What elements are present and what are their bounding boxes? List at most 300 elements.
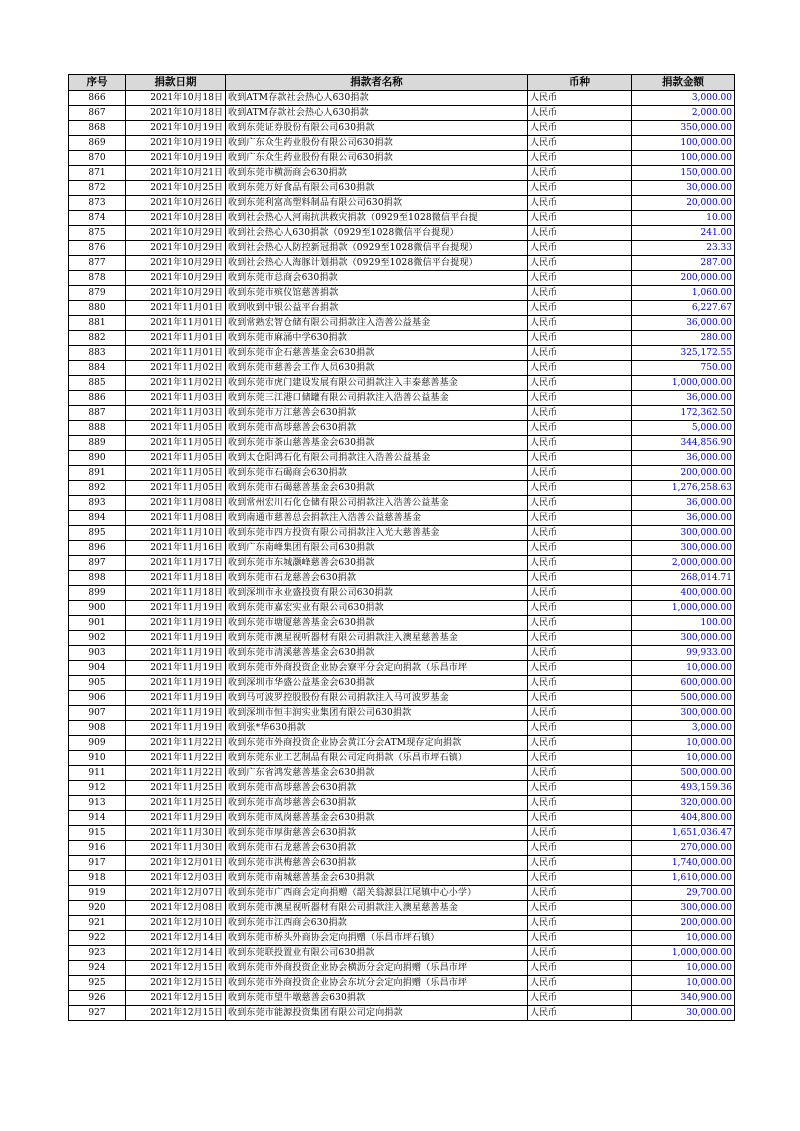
table-row	[69, 181, 735, 196]
cell-date: 2021年11月22日	[126, 766, 226, 781]
cell-donor-name: 收到深圳市华盛公益基金会630捐款	[226, 676, 528, 691]
cell-amount: 10,000.00	[632, 961, 735, 976]
cell-donor-name: 收到南通市慈善总会捐款注入浩善公益慈善基金	[226, 511, 528, 526]
cell-currency: 人民币	[528, 136, 632, 151]
table-row	[69, 421, 735, 436]
cell-no: 919	[69, 886, 126, 901]
cell-amount: 3,000.00	[632, 721, 735, 736]
cell-donor-name: 收到东莞市望牛墩慈善会630捐款	[226, 991, 528, 1006]
cell-no: 915	[69, 826, 126, 841]
cell-no: 888	[69, 421, 126, 436]
cell-donor-name: 收到广东众生药业股份有限公司630捐款	[226, 136, 528, 151]
cell-no: 912	[69, 781, 126, 796]
cell-amount: 200,000.00	[632, 916, 735, 931]
table-row	[69, 481, 735, 496]
cell-donor-name: 收到东莞市总商会630捐款	[226, 271, 528, 286]
cell-donor-name: 收到东莞市横沥商会630捐款	[226, 166, 528, 181]
cell-no: 908	[69, 721, 126, 736]
cell-date: 2021年11月01日	[126, 331, 226, 346]
cell-amount: 36,000.00	[632, 391, 735, 406]
table-row	[69, 376, 735, 391]
table-header	[69, 75, 735, 91]
cell-amount: 1,000,000.00	[632, 946, 735, 961]
cell-currency: 人民币	[528, 436, 632, 451]
cell-donor-name: 收到东莞市麻涌中学630捐款	[226, 331, 528, 346]
cell-amount: 10,000.00	[632, 931, 735, 946]
cell-amount: 36,000.00	[632, 316, 735, 331]
cell-amount: 36,000.00	[632, 496, 735, 511]
cell-donor-name: 收到东莞市高埗慈善会630捐款	[226, 796, 528, 811]
cell-currency: 人民币	[528, 526, 632, 541]
cell-donor-name: 收到社会热心人防控新冠捐款（0929至1028微信平台提现）	[226, 241, 528, 256]
table-row	[69, 826, 735, 841]
cell-no: 894	[69, 511, 126, 526]
table-row	[69, 316, 735, 331]
cell-no: 890	[69, 451, 126, 466]
cell-no: 893	[69, 496, 126, 511]
table-row	[69, 466, 735, 481]
cell-currency: 人民币	[528, 991, 632, 1006]
cell-currency: 人民币	[528, 181, 632, 196]
cell-no: 902	[69, 631, 126, 646]
cell-donor-name: 收到ATM存款社会热心人630捐款	[226, 91, 528, 106]
cell-no: 883	[69, 346, 126, 361]
cell-currency: 人民币	[528, 511, 632, 526]
table-row	[69, 541, 735, 556]
cell-no: 901	[69, 616, 126, 631]
cell-no: 909	[69, 736, 126, 751]
cell-donor-name: 收到东莞市石龙慈善会630捐款	[226, 841, 528, 856]
cell-no: 897	[69, 556, 126, 571]
cell-no: 889	[69, 436, 126, 451]
cell-amount: 300,000.00	[632, 541, 735, 556]
table-row	[69, 796, 735, 811]
cell-date: 2021年10月28日	[126, 211, 226, 226]
cell-date: 2021年10月18日	[126, 91, 226, 106]
cell-date: 2021年10月18日	[126, 106, 226, 121]
cell-donor-name: 收到东莞市南城慈善基金会630捐款	[226, 871, 528, 886]
cell-currency: 人民币	[528, 376, 632, 391]
cell-no: 896	[69, 541, 126, 556]
cell-no: 925	[69, 976, 126, 991]
cell-currency: 人民币	[528, 121, 632, 136]
cell-currency: 人民币	[528, 286, 632, 301]
cell-no: 868	[69, 121, 126, 136]
cell-no: 882	[69, 331, 126, 346]
cell-currency: 人民币	[528, 496, 632, 511]
cell-amount: 300,000.00	[632, 631, 735, 646]
cell-date: 2021年11月22日	[126, 736, 226, 751]
cell-currency: 人民币	[528, 976, 632, 991]
cell-amount: 36,000.00	[632, 511, 735, 526]
cell-no: 881	[69, 316, 126, 331]
cell-amount: 400,000.00	[632, 586, 735, 601]
cell-donor-name: 收到东莞万好食品有限公司630捐款	[226, 181, 528, 196]
cell-amount: 268,014.71	[632, 571, 735, 586]
cell-date: 2021年10月29日	[126, 241, 226, 256]
cell-currency: 人民币	[528, 841, 632, 856]
cell-no: 866	[69, 91, 126, 106]
cell-currency: 人民币	[528, 466, 632, 481]
cell-amount: 30,000.00	[632, 181, 735, 196]
cell-amount: 200,000.00	[632, 466, 735, 481]
cell-no: 924	[69, 961, 126, 976]
cell-donor-name: 收到社会热心人630捐款（0929至1028微信平台提现）	[226, 226, 528, 241]
cell-no: 869	[69, 136, 126, 151]
cell-currency: 人民币	[528, 421, 632, 436]
cell-currency: 人民币	[528, 391, 632, 406]
cell-donor-name: 收到社会热心人河南抗洪救灾捐款（0929至1028微信平台提	[226, 211, 528, 226]
cell-currency: 人民币	[528, 481, 632, 496]
cell-date: 2021年11月18日	[126, 571, 226, 586]
cell-currency: 人民币	[528, 406, 632, 421]
cell-currency: 人民币	[528, 331, 632, 346]
cell-amount: 100.00	[632, 616, 735, 631]
table-row	[69, 241, 735, 256]
cell-donor-name: 收到收到中银公益平台捐款	[226, 301, 528, 316]
table-row	[69, 346, 735, 361]
cell-date: 2021年11月05日	[126, 451, 226, 466]
cell-date: 2021年11月19日	[126, 676, 226, 691]
table-row	[69, 196, 735, 211]
table-row	[69, 751, 735, 766]
cell-no: 875	[69, 226, 126, 241]
cell-no: 923	[69, 946, 126, 961]
table-row	[69, 211, 735, 226]
table-row	[69, 511, 735, 526]
cell-date: 2021年11月03日	[126, 391, 226, 406]
cell-no: 905	[69, 676, 126, 691]
header-row	[69, 75, 735, 91]
cell-date: 2021年12月14日	[126, 946, 226, 961]
cell-donor-name: 收到张*华630捐款	[226, 721, 528, 736]
cell-donor-name: 收到东莞市塘厦慈善基金会630捐款	[226, 616, 528, 631]
cell-amount: 100,000.00	[632, 151, 735, 166]
cell-donor-name: 收到东莞市四方投资有限公司捐款注入光大慈善基金	[226, 526, 528, 541]
cell-no: 878	[69, 271, 126, 286]
cell-no: 877	[69, 256, 126, 271]
cell-date: 2021年11月19日	[126, 631, 226, 646]
cell-donor-name: 收到太仓阳鸿石化有限公司捐款注入浩善公益基金	[226, 451, 528, 466]
table-row	[69, 526, 735, 541]
cell-donor-name: 收到东莞市外商投资企业协会寮平分会定向捐款（乐昌市坪	[226, 661, 528, 676]
cell-currency: 人民币	[528, 91, 632, 106]
cell-amount: 2,000.00	[632, 106, 735, 121]
cell-no: 903	[69, 646, 126, 661]
cell-date: 2021年12月15日	[126, 976, 226, 991]
cell-date: 2021年10月19日	[126, 151, 226, 166]
table-row	[69, 931, 735, 946]
cell-no: 880	[69, 301, 126, 316]
cell-donor-name: 收到东莞市外商投资企业协会横沥分会定向捐赠（乐昌市坪	[226, 961, 528, 976]
cell-no: 920	[69, 901, 126, 916]
cell-currency: 人民币	[528, 826, 632, 841]
cell-date: 2021年11月02日	[126, 376, 226, 391]
cell-amount: 1,651,036.47	[632, 826, 735, 841]
table-row	[69, 91, 735, 106]
cell-date: 2021年10月25日	[126, 181, 226, 196]
cell-date: 2021年11月22日	[126, 751, 226, 766]
table-row	[69, 721, 735, 736]
cell-amount: 1,000,000.00	[632, 376, 735, 391]
cell-amount: 241.00	[632, 226, 735, 241]
table-row	[69, 571, 735, 586]
cell-donor-name: 收到东莞市外商投资企业协会黄江分会ATM现存定向捐款	[226, 736, 528, 751]
cell-donor-name: 收到社会热心人海豚计划捐款（0929至1028微信平台提现）	[226, 256, 528, 271]
cell-no: 872	[69, 181, 126, 196]
cell-currency: 人民币	[528, 901, 632, 916]
cell-donor-name: 收到东莞市石龙慈善会630捐款	[226, 571, 528, 586]
cell-donor-name: 收到东莞市高埗慈善会630捐款	[226, 421, 528, 436]
cell-amount: 100,000.00	[632, 136, 735, 151]
header-no: 序号	[69, 75, 126, 91]
cell-date: 2021年11月19日	[126, 691, 226, 706]
cell-amount: 1,276,258.63	[632, 481, 735, 496]
cell-date: 2021年11月30日	[126, 826, 226, 841]
cell-date: 2021年12月15日	[126, 961, 226, 976]
table-row	[69, 226, 735, 241]
cell-donor-name: 收到东莞市嘉宏实业有限公司630捐款	[226, 601, 528, 616]
cell-no: 907	[69, 706, 126, 721]
cell-amount: 300,000.00	[632, 706, 735, 721]
cell-amount: 1,060.00	[632, 286, 735, 301]
cell-amount: 6,227.67	[632, 301, 735, 316]
cell-currency: 人民币	[528, 316, 632, 331]
cell-no: 891	[69, 466, 126, 481]
cell-donor-name: 收到常州宏川石化仓储有限公司捐款注入浩善公益基金	[226, 496, 528, 511]
table-row	[69, 871, 735, 886]
cell-no: 870	[69, 151, 126, 166]
table-row	[69, 766, 735, 781]
cell-no: 871	[69, 166, 126, 181]
table-row	[69, 886, 735, 901]
cell-donor-name: 收到东莞市高埗慈善会630捐款	[226, 781, 528, 796]
cell-amount: 287.00	[632, 256, 735, 271]
cell-date: 2021年11月05日	[126, 421, 226, 436]
cell-donor-name: 收到东莞市殡仪馆慈善捐款	[226, 286, 528, 301]
cell-amount: 150,000.00	[632, 166, 735, 181]
cell-amount: 300,000.00	[632, 526, 735, 541]
cell-date: 2021年10月19日	[126, 121, 226, 136]
cell-amount: 404,800.00	[632, 811, 735, 826]
cell-date: 2021年11月18日	[126, 586, 226, 601]
header-name: 捐款者名称	[226, 75, 528, 91]
cell-donor-name: 收到东莞市厚街慈善会630捐款	[226, 826, 528, 841]
cell-currency: 人民币	[528, 541, 632, 556]
cell-date: 2021年11月10日	[126, 526, 226, 541]
cell-amount: 1,740,000.00	[632, 856, 735, 871]
cell-no: 913	[69, 796, 126, 811]
table-row	[69, 496, 735, 511]
table-row	[69, 391, 735, 406]
cell-amount: 29,700.00	[632, 886, 735, 901]
cell-no: 873	[69, 196, 126, 211]
cell-date: 2021年11月02日	[126, 361, 226, 376]
cell-no: 886	[69, 391, 126, 406]
table-row	[69, 781, 735, 796]
donation-table	[68, 74, 735, 1021]
cell-currency: 人民币	[528, 226, 632, 241]
cell-donor-name: 收到东莞市洪梅慈善会630捐款	[226, 856, 528, 871]
cell-currency: 人民币	[528, 676, 632, 691]
table-body	[69, 91, 735, 1021]
cell-amount: 10.00	[632, 211, 735, 226]
table-row	[69, 616, 735, 631]
table-row	[69, 406, 735, 421]
cell-donor-name: 收到东莞市清溪慈善基金会630捐款	[226, 646, 528, 661]
cell-amount: 2,000,000.00	[632, 556, 735, 571]
cell-no: 887	[69, 406, 126, 421]
cell-donor-name: 收到常熟宏智仓储有限公司捐款注入浩善公益基金	[226, 316, 528, 331]
cell-donor-name: 收到东莞市澳星视听器材有限公司捐款注入澳星慈善基金	[226, 901, 528, 916]
cell-donor-name: 收到马可波罗控股股份有限公司捐款注入马可波罗基金	[226, 691, 528, 706]
cell-donor-name: 收到东莞市企石慈善基金会630捐款	[226, 346, 528, 361]
cell-no: 926	[69, 991, 126, 1006]
cell-date: 2021年11月19日	[126, 721, 226, 736]
cell-amount: 172,362.50	[632, 406, 735, 421]
cell-amount: 340,900.00	[632, 991, 735, 1006]
cell-donor-name: 收到东莞市虎门建设发展有限公司捐款注入丰泰慈善基金	[226, 376, 528, 391]
cell-currency: 人民币	[528, 916, 632, 931]
cell-date: 2021年11月25日	[126, 781, 226, 796]
cell-amount: 350,000.00	[632, 121, 735, 136]
cell-date: 2021年11月25日	[126, 796, 226, 811]
cell-currency: 人民币	[528, 571, 632, 586]
cell-date: 2021年11月08日	[126, 496, 226, 511]
cell-donor-name: 收到东莞证券股份有限公司630捐款	[226, 121, 528, 136]
table-row	[69, 736, 735, 751]
cell-donor-name: 收到东莞市桥头外商协会定向捐赠（乐昌市坪石镇）	[226, 931, 528, 946]
cell-date: 2021年10月26日	[126, 196, 226, 211]
cell-no: 927	[69, 1006, 126, 1021]
cell-donor-name: 收到东莞市能源投资集团有限公司定向捐款	[226, 1006, 528, 1021]
cell-currency: 人民币	[528, 106, 632, 121]
cell-date: 2021年10月29日	[126, 256, 226, 271]
cell-amount: 30,000.00	[632, 1006, 735, 1021]
table-row	[69, 961, 735, 976]
cell-donor-name: 收到广东南峰集团有限公司630捐款	[226, 541, 528, 556]
table-row	[69, 286, 735, 301]
cell-amount: 493,159.36	[632, 781, 735, 796]
table-row	[69, 106, 735, 121]
cell-date: 2021年11月01日	[126, 301, 226, 316]
cell-currency: 人民币	[528, 871, 632, 886]
cell-currency: 人民币	[528, 856, 632, 871]
cell-currency: 人民币	[528, 586, 632, 601]
cell-amount: 320,000.00	[632, 796, 735, 811]
cell-date: 2021年11月03日	[126, 406, 226, 421]
cell-date: 2021年12月08日	[126, 901, 226, 916]
cell-date: 2021年10月29日	[126, 271, 226, 286]
cell-date: 2021年11月19日	[126, 616, 226, 631]
cell-amount: 200,000.00	[632, 271, 735, 286]
table-row	[69, 331, 735, 346]
cell-currency: 人民币	[528, 211, 632, 226]
cell-date: 2021年12月07日	[126, 886, 226, 901]
cell-no: 904	[69, 661, 126, 676]
cell-donor-name: 收到东莞市石碣慈善基金会630捐款	[226, 481, 528, 496]
table-row	[69, 631, 735, 646]
table-row	[69, 856, 735, 871]
cell-amount: 750.00	[632, 361, 735, 376]
cell-currency: 人民币	[528, 361, 632, 376]
cell-currency: 人民币	[528, 256, 632, 271]
table-row	[69, 811, 735, 826]
cell-currency: 人民币	[528, 1006, 632, 1021]
cell-currency: 人民币	[528, 346, 632, 361]
cell-donor-name: 收到东莞联投置业有限公司630捐款	[226, 946, 528, 961]
cell-currency: 人民币	[528, 646, 632, 661]
cell-amount: 10,000.00	[632, 736, 735, 751]
cell-no: 910	[69, 751, 126, 766]
cell-amount: 10,000.00	[632, 751, 735, 766]
cell-no: 867	[69, 106, 126, 121]
table-row	[69, 121, 735, 136]
table-row	[69, 661, 735, 676]
cell-date: 2021年11月16日	[126, 541, 226, 556]
cell-date: 2021年10月29日	[126, 286, 226, 301]
cell-donor-name: 收到东莞市凤岗慈善基金会630捐款	[226, 811, 528, 826]
cell-date: 2021年12月03日	[126, 871, 226, 886]
table-row	[69, 676, 735, 691]
cell-currency: 人民币	[528, 751, 632, 766]
cell-amount: 23.33	[632, 241, 735, 256]
cell-currency: 人民币	[528, 766, 632, 781]
table-row	[69, 976, 735, 991]
cell-currency: 人民币	[528, 151, 632, 166]
table-row	[69, 916, 735, 931]
cell-no: 922	[69, 931, 126, 946]
cell-date: 2021年11月19日	[126, 661, 226, 676]
cell-date: 2021年12月15日	[126, 1006, 226, 1021]
cell-currency: 人民币	[528, 931, 632, 946]
cell-amount: 500,000.00	[632, 766, 735, 781]
cell-amount: 10,000.00	[632, 661, 735, 676]
cell-date: 2021年11月29日	[126, 811, 226, 826]
cell-currency: 人民币	[528, 706, 632, 721]
cell-donor-name: 收到广东省鸿发慈善基金会630捐款	[226, 766, 528, 781]
cell-no: 885	[69, 376, 126, 391]
cell-amount: 99,933.00	[632, 646, 735, 661]
cell-date: 2021年12月10日	[126, 916, 226, 931]
cell-currency: 人民币	[528, 961, 632, 976]
cell-no: 898	[69, 571, 126, 586]
header-date: 捐款日期	[126, 75, 226, 91]
cell-no: 917	[69, 856, 126, 871]
cell-no: 895	[69, 526, 126, 541]
cell-no: 918	[69, 871, 126, 886]
cell-date: 2021年10月29日	[126, 226, 226, 241]
cell-donor-name: 收到广东众生药业股份有限公司630捐款	[226, 151, 528, 166]
cell-donor-name: 收到东莞市澳星视听器材有限公司捐款注入澳星慈善基金	[226, 631, 528, 646]
cell-no: 884	[69, 361, 126, 376]
cell-amount: 10,000.00	[632, 976, 735, 991]
table-row	[69, 136, 735, 151]
cell-donor-name: 收到深圳市永业盛投资有限公司630捐款	[226, 586, 528, 601]
cell-date: 2021年11月30日	[126, 841, 226, 856]
cell-amount: 36,000.00	[632, 451, 735, 466]
header-amount: 捐款金额	[632, 75, 735, 91]
cell-date: 2021年11月05日	[126, 466, 226, 481]
cell-currency: 人民币	[528, 196, 632, 211]
cell-amount: 600,000.00	[632, 676, 735, 691]
table-row	[69, 451, 735, 466]
cell-date: 2021年11月05日	[126, 436, 226, 451]
table-row	[69, 556, 735, 571]
cell-amount: 1,610,000.00	[632, 871, 735, 886]
cell-no: 899	[69, 586, 126, 601]
cell-currency: 人民币	[528, 631, 632, 646]
